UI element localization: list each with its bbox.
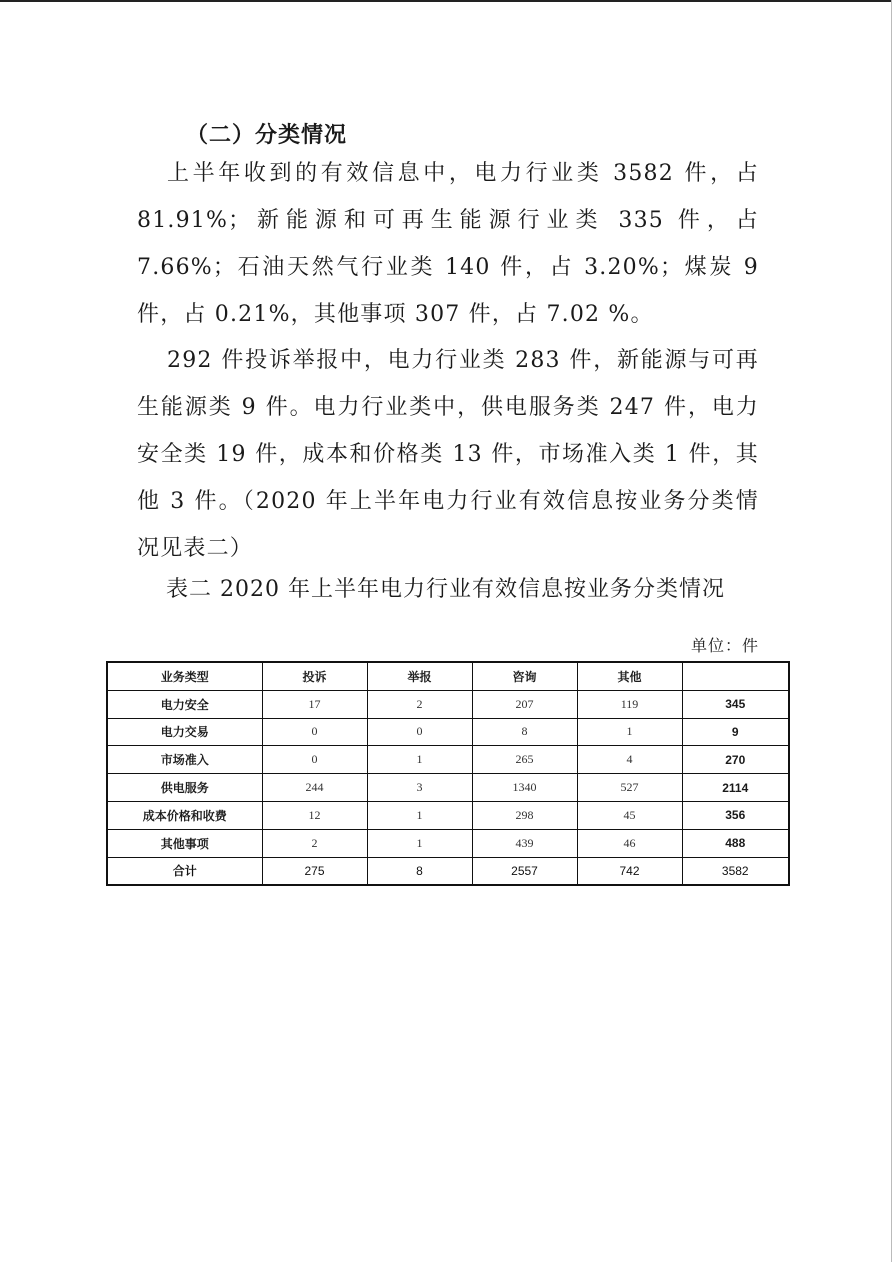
business-classification-table [106,661,790,886]
cell-report: 2 [367,690,472,718]
section-heading: （二）分类情况 [186,123,348,148]
cell-business-type: 市场准入 [107,746,262,774]
paragraph-classification-summary: 上半年收到的有效信息中，电力行业类 3582 件，占 81.91%；新能源和可再生能源行业类 335 件，占 7.66%；石油天然气行业类 140 件，占 3.20%；煤炭 9 件，占 0.21%，其他事项 307 件，占 7.02 %。 [137,161,759,327]
cell-complaint: 2 [262,829,367,857]
cell-report: 3 [367,774,472,802]
table-row [107,718,789,746]
paragraph-complaints-summary: 292 件投诉举报中，电力行业类 283 件，新能源与可再生能源类 9 件。电力行业类中，供电服务类 247 件，电力安全类 19 件，成本和价格类 13 件，市场准入类 1 件，其他 3 件。（2020 年上半年电力行业有效信息按业务分类情况见表二） [137,348,759,561]
cell-inquiry: 207 [472,690,577,718]
cell-inquiry: 439 [472,829,577,857]
cell-sum-report: 8 [367,857,472,885]
header-inquiry: 咨询 [472,662,577,690]
cell-other: 1 [577,718,682,746]
cell-business-type: 电力交易 [107,718,262,746]
cell-complaint: 244 [262,774,367,802]
header-complaint: 投诉 [262,662,367,690]
cell-total: 2114 [682,774,789,802]
header-other: 其他 [577,662,682,690]
cell-business-type: 电力安全 [107,690,262,718]
header-report: 举报 [367,662,472,690]
table-sum-row [107,857,789,885]
cell-other: 46 [577,829,682,857]
cell-inquiry: 1340 [472,774,577,802]
cell-complaint: 0 [262,718,367,746]
cell-total: 270 [682,746,789,774]
table-row [107,746,789,774]
cell-business-type: 供电服务 [107,774,262,802]
cell-total: 488 [682,829,789,857]
cell-total: 9 [682,718,789,746]
header-total [682,662,789,690]
table-row [107,801,789,829]
cell-other: 4 [577,746,682,774]
cell-complaint: 0 [262,746,367,774]
cell-business-type: 成本价格和收费 [107,801,262,829]
table-row [107,829,789,857]
table-header-row [107,662,789,690]
cell-total: 345 [682,690,789,718]
cell-business-type: 其他事项 [107,829,262,857]
cell-report: 1 [367,829,472,857]
page-top-border [0,0,892,2]
table-row [107,690,789,718]
table-row [107,774,789,802]
cell-sum-other: 742 [577,857,682,885]
cell-sum-inquiry: 2557 [472,857,577,885]
cell-other: 45 [577,801,682,829]
table-unit-label: 单位：件 [690,636,759,655]
cell-inquiry: 265 [472,746,577,774]
cell-sum-total: 3582 [682,857,789,885]
cell-complaint: 17 [262,690,367,718]
cell-report: 1 [367,801,472,829]
cell-report: 0 [367,718,472,746]
cell-sum-complaint: 275 [262,857,367,885]
cell-other: 527 [577,774,682,802]
table-caption: 表二 2020 年上半年电力行业有效信息按业务分类情况 [166,577,725,602]
cell-total: 356 [682,801,789,829]
cell-inquiry: 298 [472,801,577,829]
cell-complaint: 12 [262,801,367,829]
cell-other: 119 [577,690,682,718]
cell-sum-label: 合计 [107,857,262,885]
cell-report: 1 [367,746,472,774]
cell-inquiry: 8 [472,718,577,746]
header-business-type: 业务类型 [107,662,262,690]
